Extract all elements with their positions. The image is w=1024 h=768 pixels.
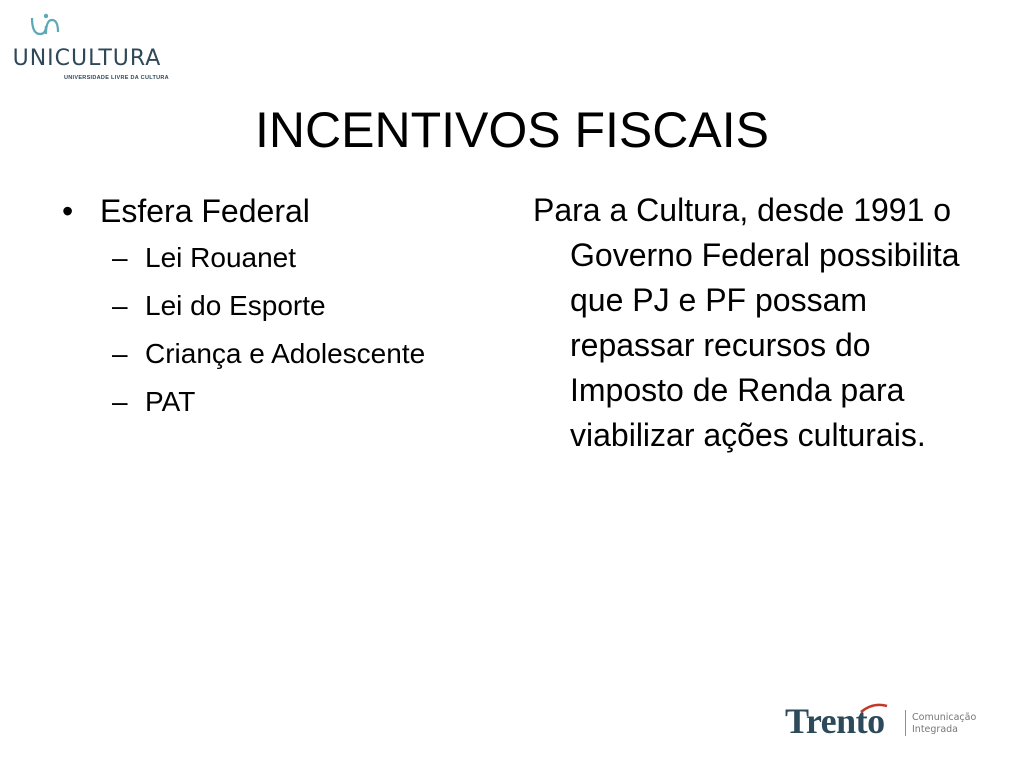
dash-icon: –	[112, 386, 128, 417]
unicultura-emblem-icon	[12, 12, 162, 48]
bullet-heading: Esfera Federal	[100, 193, 310, 229]
sub-bullet-text: PAT	[145, 386, 196, 417]
dash-icon: –	[112, 242, 128, 273]
left-column	[62, 190, 502, 426]
sub-bullet-text: Lei Rouanet	[145, 242, 297, 273]
trento-logo	[785, 700, 985, 744]
unicultura-logo	[12, 12, 169, 81]
trento-wordmark: Trento	[785, 701, 885, 741]
sub-bullet-item	[62, 234, 502, 282]
bullet-item	[62, 190, 502, 232]
right-column-paragraph: Para a Cultura, desde 1991 o Governo Federal possibilita que PJ e PF possam repassar recursos do Imposto de Renda para viabilizar ações culturais.	[533, 192, 960, 453]
trento-tagline	[912, 712, 976, 736]
tagline-line-1: Comunicação	[912, 712, 977, 723]
swoosh-icon	[859, 702, 889, 716]
dash-icon: –	[112, 290, 128, 321]
sub-bullet-list	[62, 234, 502, 426]
sub-bullet-item	[62, 282, 502, 330]
sub-bullet-text: Criança e Adolescente	[145, 338, 426, 369]
unicultura-subtitle: UNIVERSIDADE LIVRE DA CULTURA	[64, 75, 169, 81]
slide-title: INCENTIVOS FISCAIS	[255, 102, 769, 158]
logo-divider	[905, 710, 906, 736]
tagline-line-2: Integrada	[912, 724, 959, 735]
sub-bullet-item	[62, 378, 502, 426]
unicultura-wordmark: UNICULTURA	[12, 46, 162, 71]
sub-bullet-text: Lei do Esporte	[145, 290, 326, 321]
bullet-icon: •	[62, 193, 74, 229]
dash-icon: –	[112, 338, 128, 369]
sub-bullet-item	[62, 330, 502, 378]
